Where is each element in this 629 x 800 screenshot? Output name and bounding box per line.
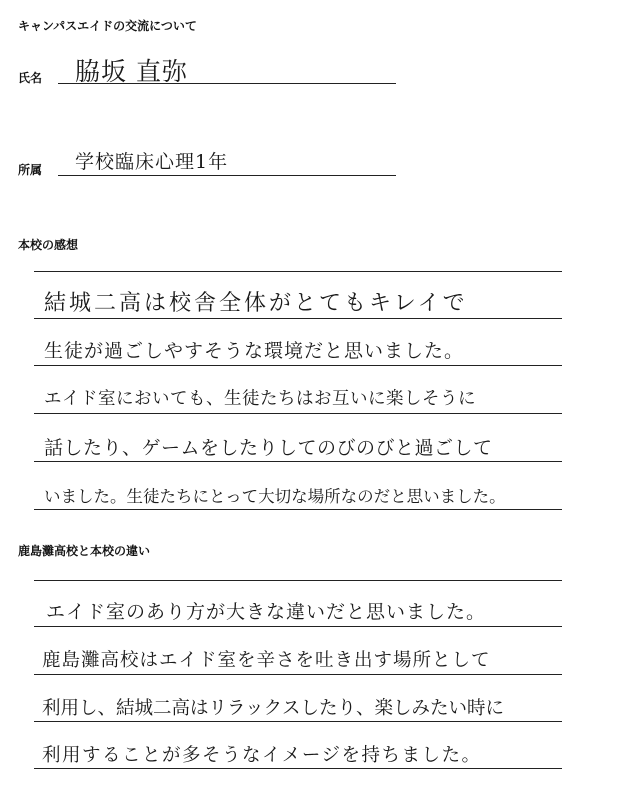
differences-heading: 鹿島灘高校と本校の違い bbox=[18, 544, 151, 558]
ruled-line bbox=[34, 626, 562, 627]
ruled-line bbox=[34, 509, 562, 510]
name-underline bbox=[58, 83, 396, 84]
name-label: 氏名 bbox=[18, 71, 43, 85]
differences-line-3: 利用し、結城二高はリラックスしたり、楽しみたい時に bbox=[42, 698, 504, 719]
affiliation-value: 学校臨床心理1年 bbox=[75, 151, 229, 173]
differences-line-1: エイド室のあり方が大きな違いだと思いました。 bbox=[46, 601, 487, 623]
impressions-line-3: エイド室においても、生徒たちはお互いに楽しそうに bbox=[44, 389, 476, 409]
ruled-line bbox=[34, 461, 562, 462]
ruled-line bbox=[34, 768, 562, 769]
impressions-heading: 本校の感想 bbox=[18, 238, 79, 252]
impressions-line-1: 結城二高は校舎全体がとてもキレイで bbox=[44, 291, 468, 316]
impressions-line-2: 生徒が過ごしやすそうな環境だと思いました。 bbox=[44, 340, 465, 362]
name-value: 脇坂 直弥 bbox=[75, 57, 188, 86]
ruled-line bbox=[34, 413, 562, 414]
impressions-line-5: いました。生徒たちにとって大切な場所なのだと思いました。 bbox=[44, 487, 506, 506]
affiliation-underline bbox=[58, 175, 396, 176]
differences-line-4: 利用することが多そうなイメージを持ちました。 bbox=[42, 745, 482, 766]
impressions-line-4: 話したり、ゲームをしたりしてのびのびと過ごして bbox=[44, 437, 493, 459]
ruled-line bbox=[34, 721, 562, 722]
ruled-line bbox=[34, 271, 562, 272]
ruled-line bbox=[34, 365, 562, 366]
affiliation-label: 所属 bbox=[18, 163, 43, 177]
ruled-line bbox=[34, 318, 562, 319]
differences-line-2: 鹿島灘高校はエイド室を辛さを吐き出す場所として bbox=[42, 650, 491, 671]
document-title: キャンパスエイドの交流について bbox=[18, 19, 197, 33]
ruled-line bbox=[34, 674, 562, 675]
ruled-line bbox=[34, 580, 562, 581]
